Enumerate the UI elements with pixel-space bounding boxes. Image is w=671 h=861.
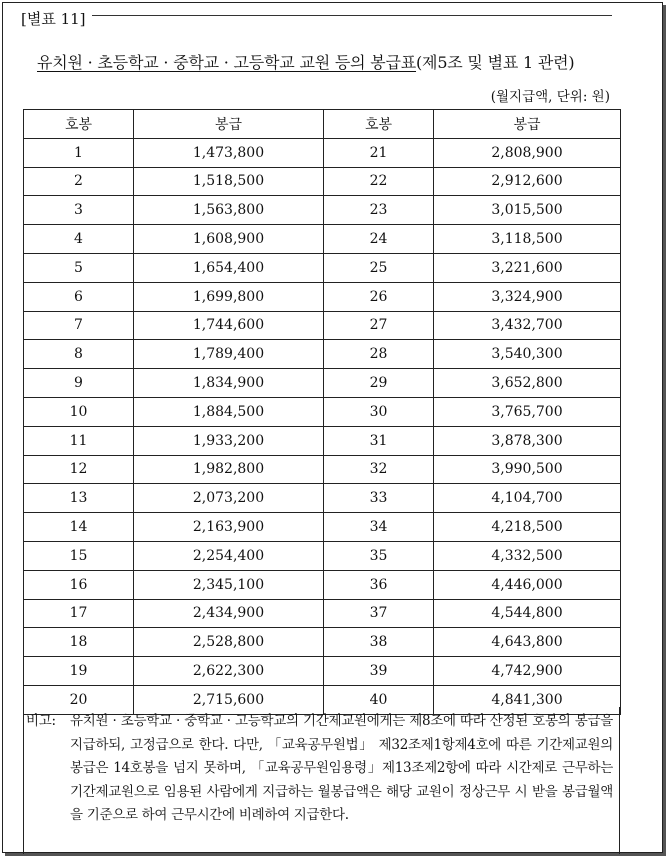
step-left-cell: 2 xyxy=(24,167,134,196)
step-left-cell: 5 xyxy=(24,253,134,282)
salary-right-cell: 3,432,700 xyxy=(434,311,621,340)
salary-right-cell: 3,221,600 xyxy=(434,253,621,282)
step-left-cell: 7 xyxy=(24,311,134,340)
salary-right-cell: 3,990,500 xyxy=(434,455,621,484)
salary-right-cell: 3,324,900 xyxy=(434,282,621,311)
salary-left-cell: 2,254,400 xyxy=(134,541,324,570)
top-rule xyxy=(28,15,612,16)
table-row xyxy=(24,282,621,311)
table-row xyxy=(24,253,621,282)
salary-right-cell: 3,652,800 xyxy=(434,369,621,398)
step-right-cell: 38 xyxy=(324,628,434,657)
step-left-cell: 6 xyxy=(24,282,134,311)
salary-left-cell: 1,982,800 xyxy=(134,455,324,484)
table-row xyxy=(24,167,621,196)
salary-left-cell: 1,884,500 xyxy=(134,397,324,426)
table-row xyxy=(24,397,621,426)
salary-right-cell: 4,446,000 xyxy=(434,570,621,599)
salary-left-cell: 2,073,200 xyxy=(134,484,324,513)
header-step-right: 호봉 xyxy=(324,110,434,139)
salary-right-cell: 4,332,500 xyxy=(434,541,621,570)
table-row xyxy=(24,340,621,369)
step-left-cell: 18 xyxy=(24,628,134,657)
table-row xyxy=(24,426,621,455)
salary-left-cell: 1,563,800 xyxy=(134,196,324,225)
salary-right-cell: 3,540,300 xyxy=(434,340,621,369)
salary-right-cell: 3,118,500 xyxy=(434,225,621,254)
title-main: 유치원 · 초등학교 · 중학교 · 고등학교 교원 등의 봉급표 xyxy=(37,53,417,72)
salary-left-cell: 1,654,400 xyxy=(134,253,324,282)
step-left-cell: 9 xyxy=(24,369,134,398)
header-step-left: 호봉 xyxy=(24,110,134,139)
step-left-cell: 13 xyxy=(24,484,134,513)
document-page xyxy=(2,2,663,853)
table-row xyxy=(24,138,621,167)
table-row xyxy=(24,628,621,657)
step-left-cell: 20 xyxy=(24,685,134,714)
salary-left-cell: 1,473,800 xyxy=(134,138,324,167)
table-body xyxy=(24,138,621,714)
step-left-cell: 1 xyxy=(24,138,134,167)
table-row xyxy=(24,196,621,225)
salary-right-cell: 4,104,700 xyxy=(434,484,621,513)
salary-right-cell: 3,015,500 xyxy=(434,196,621,225)
salary-left-cell: 1,834,900 xyxy=(134,369,324,398)
step-right-cell: 25 xyxy=(324,253,434,282)
table-row xyxy=(24,225,621,254)
document-title xyxy=(37,50,637,73)
step-right-cell: 40 xyxy=(324,685,434,714)
salary-right-cell: 4,742,900 xyxy=(434,657,621,686)
table-row xyxy=(24,570,621,599)
step-left-cell: 11 xyxy=(24,426,134,455)
salary-left-cell: 2,434,900 xyxy=(134,599,324,628)
salary-left-cell: 2,163,900 xyxy=(134,513,324,542)
salary-left-cell: 1,744,600 xyxy=(134,311,324,340)
step-left-cell: 14 xyxy=(24,513,134,542)
salary-left-cell: 1,608,900 xyxy=(134,225,324,254)
unit-note: (월지급액, 단위: 원) xyxy=(490,89,610,105)
table-row xyxy=(24,541,621,570)
salary-table xyxy=(23,109,621,715)
step-right-cell: 21 xyxy=(324,138,434,167)
salary-left-cell: 1,699,800 xyxy=(134,282,324,311)
table-row xyxy=(24,513,621,542)
remarks-text: 유치원 · 초등학교 · 중학교 · 고등학교의 기간제교원에게는 제8조에 따라 산정된 호봉의 봉급을 지급하되, 고정급으로 한다. 다만, 「교육공무원법」 제32조제1항제4호에 따른 기간제교원의 봉급은 14호봉을 넘지 못하며, 「교육공무원임용령」제13조제2항에 따라 시간제로 근무하는 기간제교원으로 임용된 사람에게 지급하는 월봉급액은 해당 교원이 정상근무 시 받을 봉급월액을 기준으로 하여 근무시간에 비례하여 지급한다. xyxy=(70,713,613,823)
table-row xyxy=(24,484,621,513)
salary-left-cell: 2,622,300 xyxy=(134,657,324,686)
header-salary-left: 봉급 xyxy=(134,110,324,139)
header-salary-right: 봉급 xyxy=(434,110,621,139)
table-row xyxy=(24,369,621,398)
salary-right-cell: 2,808,900 xyxy=(434,138,621,167)
step-right-cell: 30 xyxy=(324,397,434,426)
step-right-cell: 32 xyxy=(324,455,434,484)
step-right-cell: 33 xyxy=(324,484,434,513)
step-left-cell: 17 xyxy=(24,599,134,628)
salary-right-cell: 4,643,800 xyxy=(434,628,621,657)
step-right-cell: 39 xyxy=(324,657,434,686)
step-right-cell: 26 xyxy=(324,282,434,311)
salary-right-cell: 3,765,700 xyxy=(434,397,621,426)
salary-left-cell: 1,518,500 xyxy=(134,167,324,196)
step-right-cell: 28 xyxy=(324,340,434,369)
title-suffix: (제5조 및 별표 1 관련) xyxy=(416,53,575,72)
table-header-row xyxy=(24,110,621,139)
step-left-cell: 3 xyxy=(24,196,134,225)
step-right-cell: 31 xyxy=(324,426,434,455)
salary-left-cell: 1,933,200 xyxy=(134,426,324,455)
step-right-cell: 27 xyxy=(324,311,434,340)
salary-right-cell: 3,878,300 xyxy=(434,426,621,455)
step-left-cell: 4 xyxy=(24,225,134,254)
step-left-cell: 15 xyxy=(24,541,134,570)
step-right-cell: 37 xyxy=(324,599,434,628)
step-right-cell: 34 xyxy=(324,513,434,542)
salary-right-cell: 4,544,800 xyxy=(434,599,621,628)
step-left-cell: 12 xyxy=(24,455,134,484)
salary-right-cell: 4,218,500 xyxy=(434,513,621,542)
salary-right-cell: 2,912,600 xyxy=(434,167,621,196)
step-right-cell: 29 xyxy=(324,369,434,398)
step-right-cell: 35 xyxy=(324,541,434,570)
step-right-cell: 24 xyxy=(324,225,434,254)
salary-right-cell: 4,841,300 xyxy=(434,685,621,714)
salary-left-cell: 2,715,600 xyxy=(134,685,324,714)
step-left-cell: 10 xyxy=(24,397,134,426)
salary-left-cell: 2,528,800 xyxy=(134,628,324,657)
table-row xyxy=(24,455,621,484)
annex-label: [별표 11] xyxy=(21,8,92,29)
table-row xyxy=(24,657,621,686)
remarks-label: 비고: xyxy=(26,713,56,729)
step-left-cell: 16 xyxy=(24,570,134,599)
salary-left-cell: 1,789,400 xyxy=(134,340,324,369)
remarks-box xyxy=(23,707,620,854)
table-row xyxy=(24,599,621,628)
step-left-cell: 19 xyxy=(24,657,134,686)
step-right-cell: 23 xyxy=(324,196,434,225)
step-right-cell: 22 xyxy=(324,167,434,196)
step-left-cell: 8 xyxy=(24,340,134,369)
table-row xyxy=(24,311,621,340)
step-right-cell: 36 xyxy=(324,570,434,599)
salary-left-cell: 2,345,100 xyxy=(134,570,324,599)
